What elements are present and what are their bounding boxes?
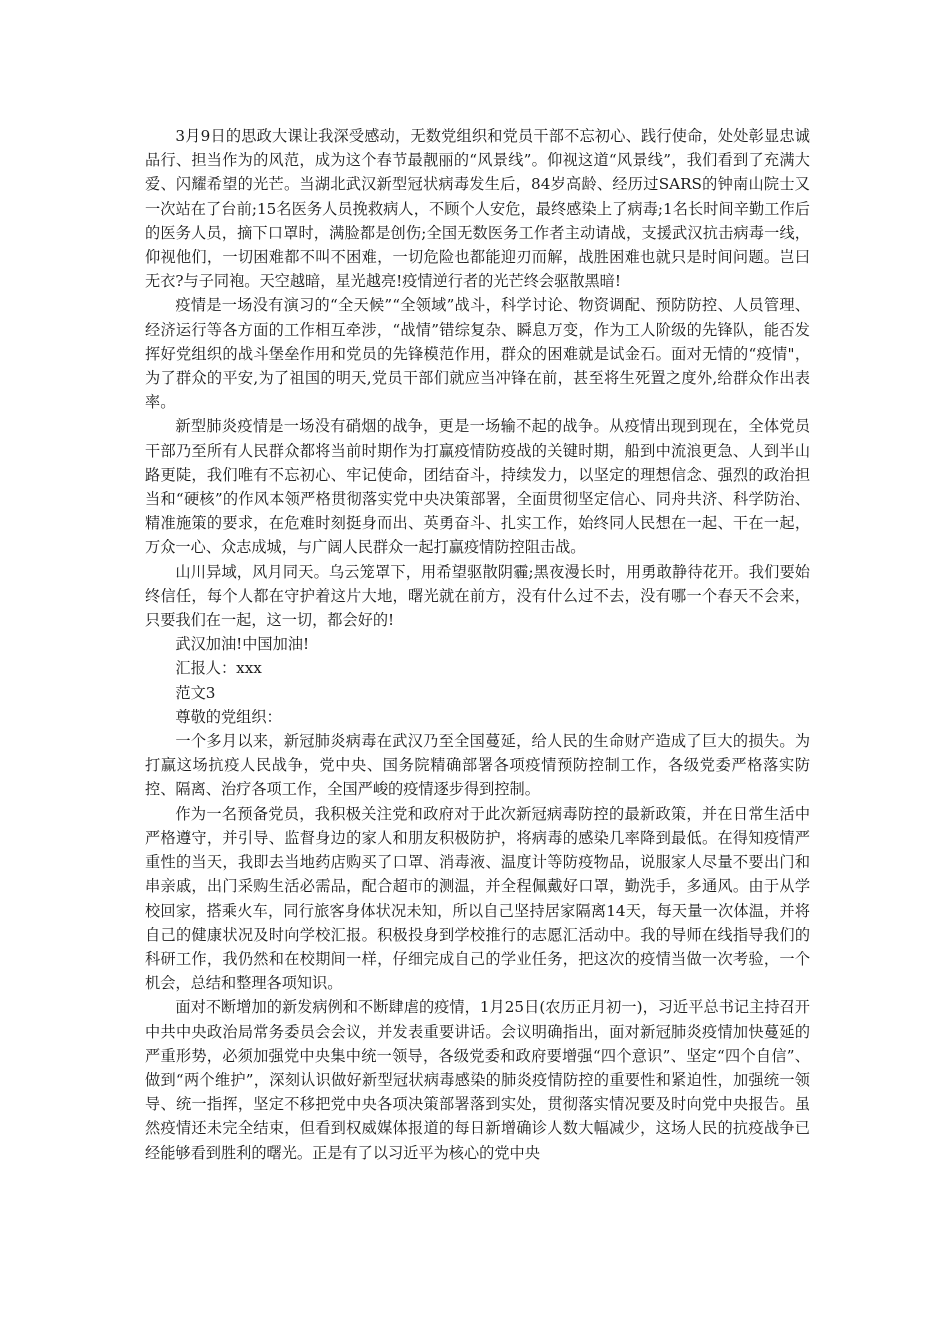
paragraph-war: 新型肺炎疫情是一场没有硝烟的战争，更是一场输不起的战争。从疫情出现到现在，全体党员干部乃至所有人民群众都将当前时期作为打赢疫情防疫战的关键时期，船到中流浪更急、人到半山路更陡，我们唯有不忘初心、牢记使命，团结奋斗，持续发力，以坚定的理想信念、强烈的政治担当和“硬核”的作风本领严格贯彻落实党中央决策部署，全面贯彻坚定信心、同舟共济、科学防治、精准施策的要求，在危难时刻挺身而出、英勇奋斗、扎实工作，始终同人民想在一起、干在一起，万众一心、众志成城，与广阔人民群众一起打赢疫情防控阻击战。 — [145, 417, 810, 557]
paragraph-intro: 一个多月以来，新冠肺炎病毒在武汉乃至全国蔓延，给人民的生命财产造成了巨大的损失。为打赢这场抗疫人民战争，党中央、国务院精确部署各项疫情预防控制工作，各级党委严格落实防控、隔离、治疗各项工作，全国严峻的疫情逐步得到控制。 — [145, 732, 810, 799]
paragraph-sample-title: 范文3 — [175, 683, 216, 702]
document-page — [145, 124, 810, 1165]
paragraph-personal: 作为一名预备党员，我积极关注党和政府对于此次新冠病毒防控的最新政策，并在日常生活中严格遵守，并引导、监督身边的家人和朋友积极防护，将病毒的感染几率降到最低。在得知疫情严重性的当天，我即去当地药店购买了口罩、消毒液、温度计等防疫物品，说服家人尽量不要出门和串亲戚，出门采购生活必需品，配合超市的测温，并全程佩戴好口罩，勤洗手，多通风。由于从学校回家，搭乘火车，同行旅客身体状况未知，所以自己坚持居家隔离14天，每天量一次体温，并将自己的健康状况及时向学校汇报。积极投身到学校推行的志愿汇活动中。我的导师在线指导我们的科研工作，我仍然和在校期间一样，仔细完成自己的学业任务，把这次的疫情当做一次考验，一个机会，总结和整理各项知识。 — [145, 804, 810, 993]
paragraph-slogan: 武汉加油!中国加油! — [175, 635, 310, 654]
paragraph-salutation: 尊敬的党组织： — [175, 707, 282, 726]
paragraph-meeting: 面对不断增加的新发病例和不断肆虐的疫情，1月25日(农历正月初一)，习近平总书记主持召开中共中央政治局常务委员会会议，并发表重要讲话。会议明确指出，面对新冠肺炎疫情加快蔓延的严重形势，必须加强党中央集中统一领导，各级党委和政府要增强“四个意识”、坚定“四个自信”、做到“两个维护”，深刻认识做好新型冠状病毒感染的肺炎疫情防控的重要性和紧迫性，加强统一领导、统一指挥，坚定不移把党中央各项决策部署落到实处，贯彻落实情况要及时向党中央报告。虽然疫情还未完全结束，但看到权威媒体报道的每日新增确诊人数大幅减少，这场人民的抗疫战争已经能够看到胜利的曙光。正是有了以习近平为核心的党中央 — [145, 998, 810, 1162]
paragraph-epidemic-battle: 疫情是一场没有演习的“全天候”“全领域”战斗，科学讨论、物资调配、预防防控、人员管理、经济运行等各方面的工作相互牵涉，“战情”错综复杂、瞬息万变，作为工人阶级的先锋队，能否发挥好党组织的战斗堡垒作用和党员的先锋模范作用，群众的困难就是试金石。面对无情的“疫情"，为了群众的平安,为了祖国的明天,党员干部们就应当冲锋在前，甚至将生死置之度外,给群众作出表率。 — [145, 296, 810, 412]
paragraph-lecture: 3月9日的思政大课让我深受感动，无数党组织和党员干部不忘初心、践行使命，处处彰显忠诚品行、担当作为的风范，成为这个春节最靓丽的“风景线”。仰视这道“风景线”，我们看到了充满大爱、闪耀希望的光芒。当湖北武汉新型冠状病毒发生后，84岁高龄、经历过SARS的钟南山院士又一次站在了台前;15名医务人员挽救病人，不顾个人安危，最终感染上了病毒;1名长时间辛勤工作后的医务人员，摘下口罩时，满脸都是创伤;全国无数医务工作者主动请战，支援武汉抗击病毒一线，仰视他们，一切困难都不叫不困难，一切危险也都能迎刃而解，战胜困难也就只是时间问题。岂曰无衣?与子同袍。天空越暗，星光越亮!疫情逆行者的光芒终会驱散黑暗! — [145, 127, 810, 291]
paragraph-reporter: 汇报人：xxx — [175, 659, 262, 678]
paragraph-hope: 山川异域，风月同天。乌云笼罩下，用希望驱散阴霾;黑夜漫长时，用勇敢静待花开。我们要始终信任，每个人都在守护着这片大地，曙光就在前方，没有什么过不去，没有哪一个春天不会来，只要我们在一起，这一切，都会好的! — [145, 562, 810, 630]
